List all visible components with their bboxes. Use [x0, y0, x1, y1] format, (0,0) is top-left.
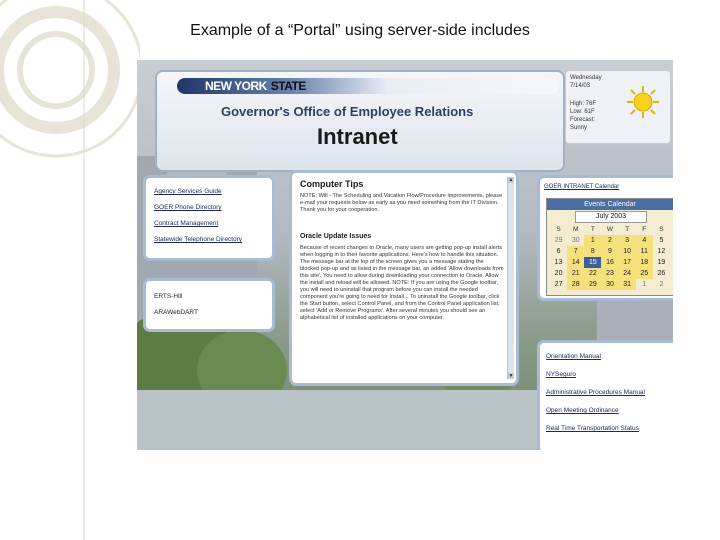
left-apps-panel — [143, 278, 275, 332]
calendar-day[interactable]: 22 — [584, 268, 601, 279]
link-nyseguro[interactable]: NYSeguro — [546, 371, 576, 378]
new-york-state-banner — [177, 78, 559, 94]
day-name: S — [659, 226, 664, 233]
link-phone-directory[interactable]: GOER Phone Directory — [154, 204, 222, 211]
calendar-day[interactable]: 30 — [571, 237, 580, 244]
app-item-erts[interactable]: ERTS-Hill — [154, 293, 183, 300]
link-administrative-procedures-manual[interactable]: Administrative Procedures Manual — [546, 389, 645, 396]
computer-tips-note: NOTE: Will - The Scheduling and Vacation Flow/Procedure improvements, please e-mail your requests below as early as you need something from the IT Division. Thank you for your cooperation. — [300, 193, 503, 213]
calendar-day[interactable]: 14 — [567, 257, 584, 268]
oracle-update-subtitle: Oracle Update Issues — [300, 233, 372, 240]
calendar-day[interactable]: 11 — [636, 246, 653, 257]
link-contract-management[interactable]: Contract Management — [154, 220, 219, 227]
calendar-day[interactable]: 10 — [619, 246, 636, 257]
slide-title: Example of a “Portal” using server-side includes — [190, 22, 530, 39]
calendar-day[interactable]: 5 — [659, 237, 664, 244]
calendar-day[interactable]: 30 — [601, 279, 618, 290]
link-open-meeting-ordinance[interactable]: Open Meeting Ordinance — [546, 407, 619, 414]
calendar-day[interactable]: 13 — [554, 259, 563, 266]
calendar-day[interactable]: 4 — [636, 235, 653, 246]
weather-forecast-label: Forecast: — [570, 117, 596, 123]
calendar-day[interactable]: 16 — [601, 257, 618, 268]
calendar-day[interactable]: 21 — [567, 268, 584, 279]
calendar-day[interactable]: 29 — [554, 237, 563, 244]
banner-title — [205, 79, 306, 93]
events-calendar-header: Events Calendar — [547, 199, 673, 210]
link-orientation-manual[interactable]: Orientation Manual — [546, 353, 601, 360]
calendar-panel — [537, 175, 673, 301]
weather-day: Wednesday — [570, 75, 602, 81]
calendar-day[interactable]: 9 — [601, 246, 618, 257]
calendar-day[interactable]: 1 — [584, 235, 601, 246]
link-agency-services-guide[interactable]: Agency Services Guide — [154, 188, 222, 195]
right-links-panel — [537, 340, 673, 450]
calendar-day[interactable]: 17 — [619, 257, 636, 268]
link-statewide-telephone-directory[interactable]: Statewide Telephone Directory — [154, 236, 243, 243]
calendar-day[interactable]: 29 — [584, 279, 601, 290]
calendar-day[interactable]: 24 — [619, 268, 636, 279]
calendar-day[interactable]: 3 — [619, 235, 636, 246]
calendar-day[interactable]: 7 — [567, 246, 584, 257]
calendar-day-today[interactable]: 15 — [584, 257, 601, 268]
intranet-header — [155, 70, 565, 172]
portal-screenshot — [137, 60, 673, 450]
weather-high: High: 76F — [570, 101, 597, 107]
events-calendar — [546, 198, 673, 296]
calendar-day[interactable]: 19 — [657, 259, 666, 266]
intranet-title: Intranet — [317, 124, 398, 149]
calendar-day[interactable]: 6 — [556, 248, 561, 255]
content-scrollbar[interactable] — [507, 177, 514, 379]
calendar-day[interactable]: 23 — [601, 268, 618, 279]
calendar-day[interactable]: 28 — [567, 279, 584, 290]
computer-tips-panel — [289, 170, 519, 386]
weather-date: 7/14/03 — [570, 83, 591, 89]
calendar-day[interactable]: 20 — [554, 270, 563, 277]
left-links-panel — [143, 175, 275, 261]
calendar-day[interactable]: 31 — [619, 279, 636, 290]
calendar-month-select[interactable]: July 2003 — [575, 211, 647, 223]
calendar-day[interactable]: 27 — [554, 281, 563, 288]
calendar-day[interactable]: 26 — [657, 270, 666, 277]
computer-tips-title: Computer Tips — [300, 179, 364, 189]
app-item-arawebdart[interactable]: ARAWebDART — [154, 309, 198, 316]
calendar-day[interactable]: 2 — [601, 235, 618, 246]
scroll-down-arrow-icon[interactable]: ▼ — [508, 373, 514, 379]
weather-condition: Sunny — [570, 125, 588, 131]
calendar-day[interactable]: 8 — [584, 246, 601, 257]
scroll-up-arrow-icon[interactable]: ▲ — [508, 177, 514, 183]
calendar-day[interactable]: 2 — [659, 281, 664, 288]
day-name: W — [606, 226, 614, 233]
banner-left-text: NEW YORK — [205, 79, 267, 93]
calendar-day[interactable]: 18 — [636, 257, 653, 268]
decorative-rings-graphic — [0, 0, 140, 540]
calendar-day[interactable]: 25 — [636, 268, 653, 279]
calendar-day[interactable]: 1 — [642, 281, 647, 288]
weather-widget — [565, 70, 671, 144]
day-name: T — [590, 226, 595, 233]
weather-low: Low: 61F — [570, 109, 595, 115]
oracle-update-text: Because of recent changes to Oracle, many users are getting pop-up install alerts when logging in to their favorite applications. Here's how to handle this situation. The message bar at the top of the screen gives you a message stating the blocked pop-up and as listed in the message bar, an added 'Allow downloads from this site'. You need to allow during downloading your connection to Oracle. Allow the install and reload will be allowed. NOTE: If you are using the Google toolbar, you will need to uninstall that program before you can install the needed component you're going to need for Install... To uninstall the Google toolbar, click the Start button, select Control Panel, and from the Control Panel application list, select 'Add or Remove Programs'. After several minutes you should see an alphabetical list of installed applications on your computer. — [300, 245, 504, 321]
calendar-grid — [550, 224, 670, 290]
office-name: Governor's Office of Employee Relations — [221, 104, 474, 119]
day-name: F — [642, 226, 647, 233]
link-real-time-transportation-status[interactable]: Real Time Transportation Status — [546, 425, 639, 432]
day-name: S — [556, 226, 561, 233]
banner-right-text: STATE — [270, 79, 306, 93]
day-name: M — [573, 226, 579, 233]
sun-icon — [626, 85, 660, 119]
calendar-day[interactable]: 12 — [657, 248, 666, 255]
calendar-panel-label[interactable]: GOER INTRANET Calendar — [544, 184, 620, 190]
day-name: T — [625, 226, 630, 233]
